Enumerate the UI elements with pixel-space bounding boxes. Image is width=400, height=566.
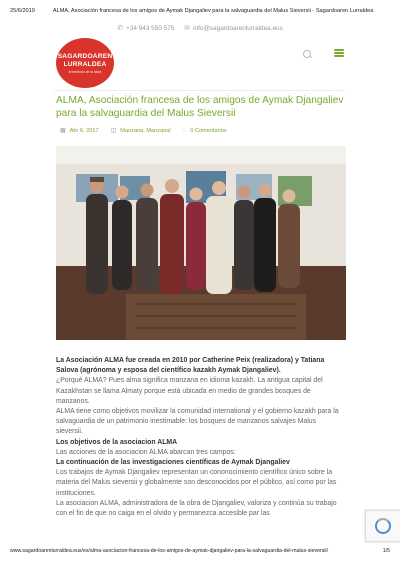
- header-divider: [54, 90, 346, 91]
- post-comments[interactable]: 0 Comentarios: [190, 127, 227, 134]
- calendar-icon: ▦: [60, 128, 66, 134]
- logo-tagline: el territorio de la sidra: [68, 69, 102, 74]
- intro-paragraph: La Asociación ALMA fue creada en 2010 por Catherine Peix (realizadora) y Tatiana Salova (agrónoma y esposa del científico kazakh Aymak Djangaliev).: [56, 357, 325, 375]
- site-logo[interactable]: [56, 38, 114, 88]
- email-contact[interactable]: [184, 24, 283, 32]
- post-date: Abr 6, 2017: [69, 127, 99, 134]
- logo-line-2: LURRALDEA: [63, 60, 107, 68]
- search-icon[interactable]: [303, 50, 312, 59]
- hamburger-menu-icon[interactable]: [334, 49, 344, 57]
- print-page-title: ALMA, Asociación francesa de los amigos de Aymak Djangaliev para la salvaguardia del Malus Sieversii - Sagardoaren Lurraldea: [52, 8, 374, 14]
- print-date: 25/6/2019: [10, 8, 35, 14]
- post-content: [56, 356, 342, 519]
- paragraph-research: Los trabajos de Aymak Djangaliev representan un cononocimiento científico único sobre la materia del Malus sieversii y globalmente son desconocidos por el público, así como por las instituciones.: [56, 469, 337, 497]
- recaptcha-icon: [375, 518, 391, 534]
- print-header: [10, 8, 390, 20]
- heading-research: La continuación de las investigaciones científicas de Aymak Djangaliev: [56, 459, 290, 467]
- print-url: www.sagardoarenlurraldea.eus/es/alma-asociacion-francesa-de-los-amigos-de-aymak-djangaliev-para-la-salvaguardia-del-malus-sieversii/: [10, 548, 329, 554]
- paragraph-alma-role: La asociacion ALMA, administradora de la obra de Djangaliev, valoriza y continúa su trabajo con el fin de que no caiga en el olvido y permanezca accesible par las: [56, 499, 337, 518]
- phone-number[interactable]: +34 943 550 575: [126, 24, 175, 32]
- folder-icon: ◫: [110, 128, 117, 134]
- featured-photo: [56, 146, 346, 340]
- email-address[interactable]: info@sagardoarenlurraldea.eus: [193, 24, 283, 32]
- paragraph-actions: Las acciones de la asociacion ALMA abarcan tres campos:: [56, 448, 236, 456]
- print-page-number: 1/5: [382, 548, 390, 554]
- envelope-icon: ✉: [184, 25, 191, 32]
- top-contact-bar: [0, 22, 400, 34]
- phone-icon: ✆: [117, 25, 124, 32]
- recaptcha-badge[interactable]: [365, 510, 400, 542]
- comment-icon: ◌: [182, 127, 187, 134]
- print-footer: [10, 548, 390, 558]
- logo-line-1: SAGARDOAREN: [57, 52, 113, 60]
- paragraph-why-alma: ¿Porqué ALMA? Pues alma significa manzana en idioma kazakh. La antigua capital del Kazakhstan se llama Almaty porque está ubicada en medio de grandes bosques de manzanos.: [56, 377, 323, 405]
- phone-contact[interactable]: [117, 24, 174, 32]
- paragraph-objectives-intro: ALMA tiene como objetivos movilizar la comunidad international y el gobierno kazakh para la salvaguardia de un patrimonio inestimable: los bosques de manzanos salvajes Malus sieversii.: [56, 408, 339, 436]
- site-header: [54, 38, 346, 90]
- post-categories[interactable]: Manzana, Manzanal: [120, 127, 171, 134]
- post-title: ALMA, Asociación francesa de los amigos de Aymak Djangaliev para la salvaguardia del Malus Sieversii: [56, 95, 344, 119]
- post-meta: [60, 127, 227, 134]
- heading-objectives: Los objetivos de la asociacion ALMA: [56, 438, 178, 446]
